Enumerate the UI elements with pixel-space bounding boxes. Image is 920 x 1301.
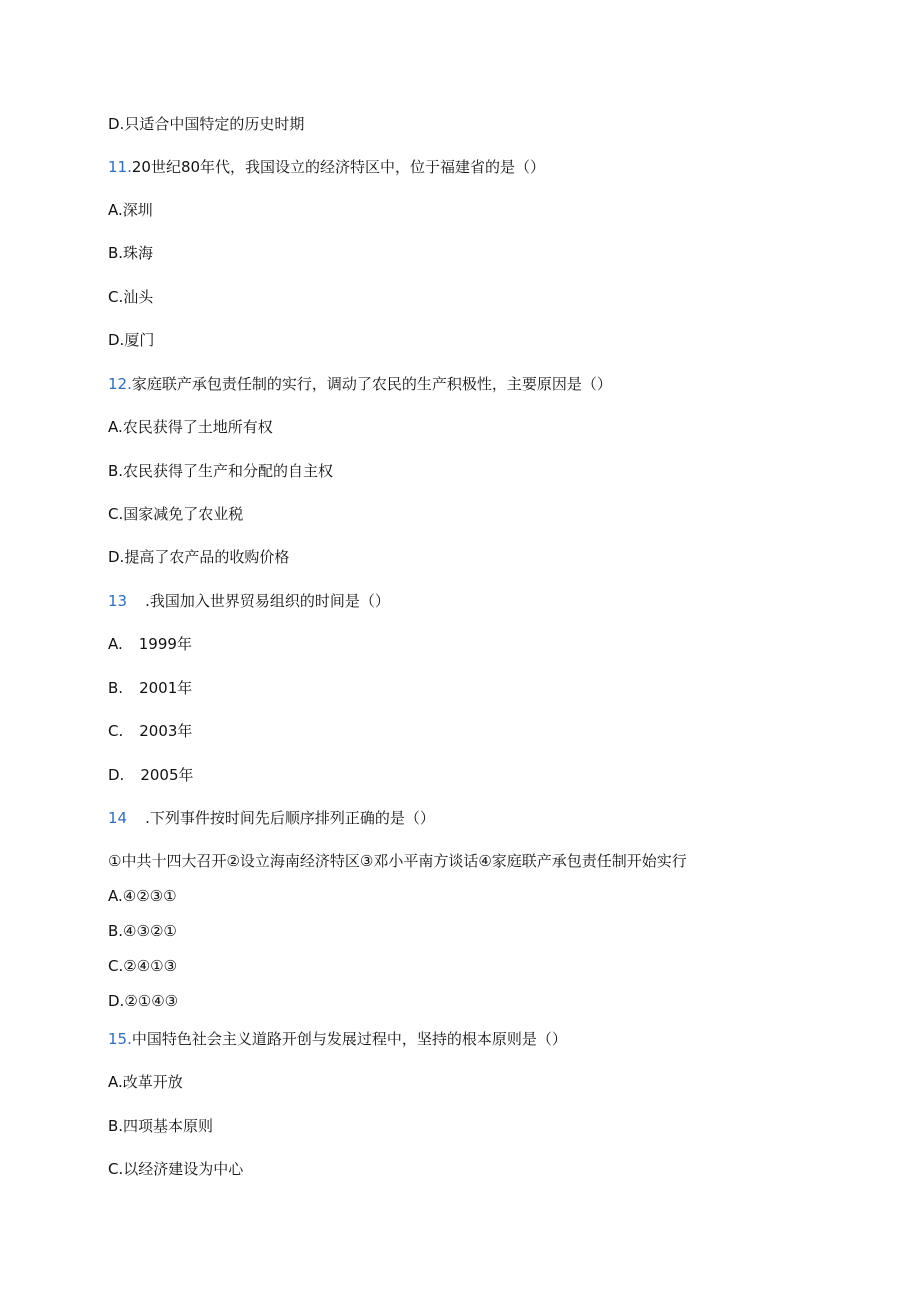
- q11-option-c: C.汕头: [108, 288, 154, 306]
- q13-option-d-value: 2005年: [140, 766, 194, 784]
- q11-text: 20世纪80年代，我国设立的经济特区中，位于福建省的是（）: [131, 158, 546, 176]
- q10-option-d: D.只适合中国特定的历史时期: [108, 115, 305, 133]
- q12-stem: [108, 374, 612, 394]
- q15-text: 中国特色社会主义道路开创与发展过程中，坚持的根本原则是（）: [131, 1030, 567, 1048]
- q13-option-d: [108, 765, 194, 785]
- q15-option-c: C.以经济建设为中心: [108, 1160, 244, 1178]
- q13-option-c-value: 2003年: [139, 722, 193, 740]
- q15-option-b: B.四项基本原则: [108, 1117, 214, 1135]
- q14-option-a: A.④②③①: [108, 887, 177, 905]
- q14-stem: [108, 808, 435, 828]
- q15-number: 15.: [108, 1030, 132, 1048]
- q14-option-d: D.②①④③: [108, 992, 179, 1010]
- q13-option-a-letter: A.: [108, 635, 123, 653]
- q11-stem: [108, 157, 545, 177]
- q13-option-b-value: 2001年: [139, 679, 193, 697]
- q11-option-d: D.厦门: [108, 331, 155, 349]
- q13-option-c-letter: C.: [108, 722, 124, 740]
- q15-stem: [108, 1029, 567, 1049]
- q11-option-a: A.深圳: [108, 201, 153, 219]
- q15-option-a: A.改革开放: [108, 1073, 183, 1091]
- q13-stem: [108, 591, 390, 611]
- q13-number: 13: [108, 592, 128, 610]
- q13-option-d-letter: D.: [108, 766, 125, 784]
- q12-text: 家庭联产承包责任制的实行，调动了农民的生产积极性，主要原因是（）: [131, 375, 612, 393]
- q13-option-a: [108, 634, 192, 654]
- q13-text: .我国加入世界贸易组织的时间是（）: [145, 592, 390, 610]
- q14-number: 14: [108, 809, 128, 827]
- q14-text: .下列事件按时间先后顺序排列正确的是（）: [145, 809, 435, 827]
- q11-option-b: B.珠海: [108, 244, 154, 262]
- q14-option-b: B.④③②①: [108, 922, 177, 940]
- q12-option-c: C.国家减免了农业税: [108, 505, 244, 523]
- q12-number: 12.: [108, 375, 132, 393]
- q12-option-b: B.农民获得了生产和分配的自主权: [108, 462, 334, 480]
- q13-option-a-value: 1999年: [138, 635, 192, 653]
- q12-option-a: A.农民获得了土地所有权: [108, 418, 273, 436]
- q13-option-c: [108, 721, 192, 741]
- q13-option-b-letter: B.: [108, 679, 124, 697]
- q14-events: ①中共十四大召开②设立海南经济特区③邓小平南方谈话④家庭联产承包责任制开始实行: [108, 852, 687, 870]
- q11-number: 11.: [108, 158, 132, 176]
- q12-option-d: D.提高了农产品的收购价格: [108, 548, 290, 566]
- q14-option-c: C.②④①③: [108, 957, 178, 975]
- q13-option-b: [108, 678, 192, 698]
